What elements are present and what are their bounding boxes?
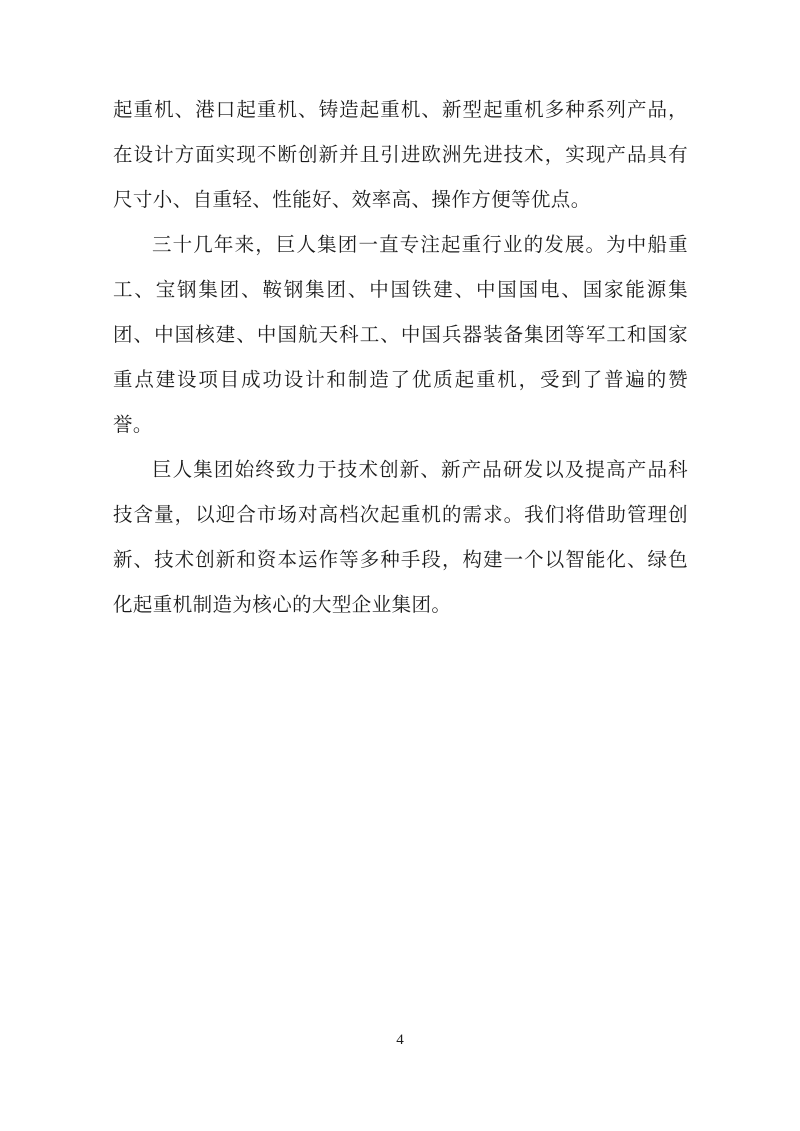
paragraph-3: 巨人集团始终致力于技术创新、新产品研发以及提高产品科技含量，以迎合市场对高档次起重机的需求。我们将借助管理创新、技术创新和资本运作等多种手段，构建一个以智能化、绿色化起重机制造为核心的大型企业集团。 [113, 460, 688, 616]
page-number: 4 [396, 1032, 404, 1048]
paragraph-1: 起重机、港口起重机、铸造起重机、新型起重机多种系列产品，在设计方面实现不断创新并且引进欧洲先进技术，实现产品具有尺寸小、自重轻、性能好、效率高、操作方便等优点。 [113, 100, 688, 211]
page-body [113, 88, 688, 628]
paragraph-2: 三十几年来，巨人集团一直专注起重行业的发展。为中船重工、宝钢集团、鞍钢集团、中国铁建、中国国电、国家能源集团、中国核建、中国航天科工、中国兵器装备集团等军工和国家重点建设项目成功设计和制造了优质起重机，受到了普遍的赞誉。 [113, 235, 688, 436]
